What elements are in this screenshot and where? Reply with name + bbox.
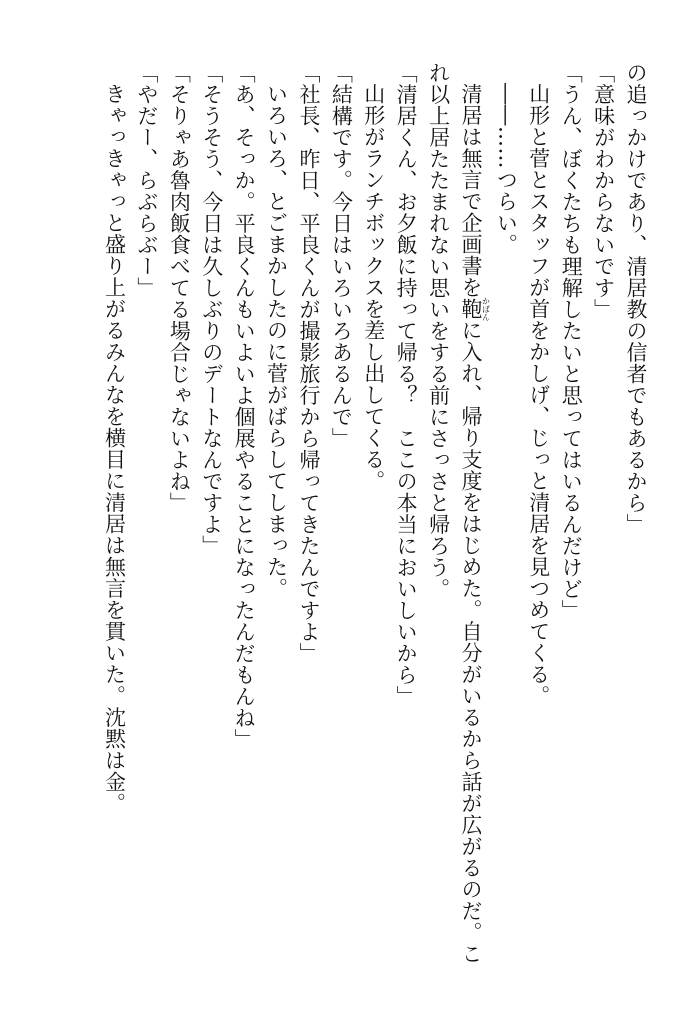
text-line: 山形がランチボックスを差し出してくる。 [361, 83, 386, 492]
text-line: 山形と菅とスタッフが首をかしげ、じっと清居を見つめてくる。 [526, 83, 551, 707]
text-line: ――……つらい。 [494, 83, 519, 255]
vertical-text-body [98, 62, 652, 965]
text-line: 「意味がわからないです」 [591, 62, 616, 320]
text-line: きゃっきゃっと盛り上がるみんなを横目に清居は無言を貫いた。沈黙は金。 [102, 83, 127, 814]
text-line: れ以上居たたまれない思いをする前にさっさと帰ろう。 [426, 62, 451, 600]
text-line: 「社長、昨日、平良くんが撮影旅行から帰ってきたんですよ」 [296, 62, 321, 664]
text-line: 「結構です。今日はいろいろあるんで」 [329, 62, 354, 449]
text-segment: 清居は無言で企画書を [458, 83, 483, 298]
text-line: 「やだー、らぶらぶー」 [134, 62, 159, 299]
ruby-annotation [458, 296, 491, 321]
text-line: 「そうそう、今日は久しぶりのデートなんですよ」 [199, 62, 224, 557]
text-segment: に入れ、帰り支度をはじめた。自分がいるから話が広がるのだ。こ [458, 319, 483, 965]
ruby-reading: かばん [481, 296, 491, 321]
text-line: 「うん、ぼくたちも理解したいと思ってはいるんだけど」 [559, 62, 584, 621]
ruby-base: 鞄 [458, 296, 483, 321]
text-line: いろいろ、とごまかしたのに菅がばらしてしまった。 [264, 83, 289, 599]
text-line: 「清居くん、お夕飯に持って帰る？ ここの本当においしいから」 [394, 62, 419, 707]
text-line: 「そりゃあ魯肉飯食べてる場合じゃないよね」 [167, 62, 192, 514]
text-line: 「あ、そっか。平良くんもいよいよ個展やることになったんだもんね」 [232, 62, 257, 750]
text-line-with-ruby [455, 62, 491, 965]
text-line: の追っかけであり、清居教の信者でもあるから」 [624, 62, 648, 535]
